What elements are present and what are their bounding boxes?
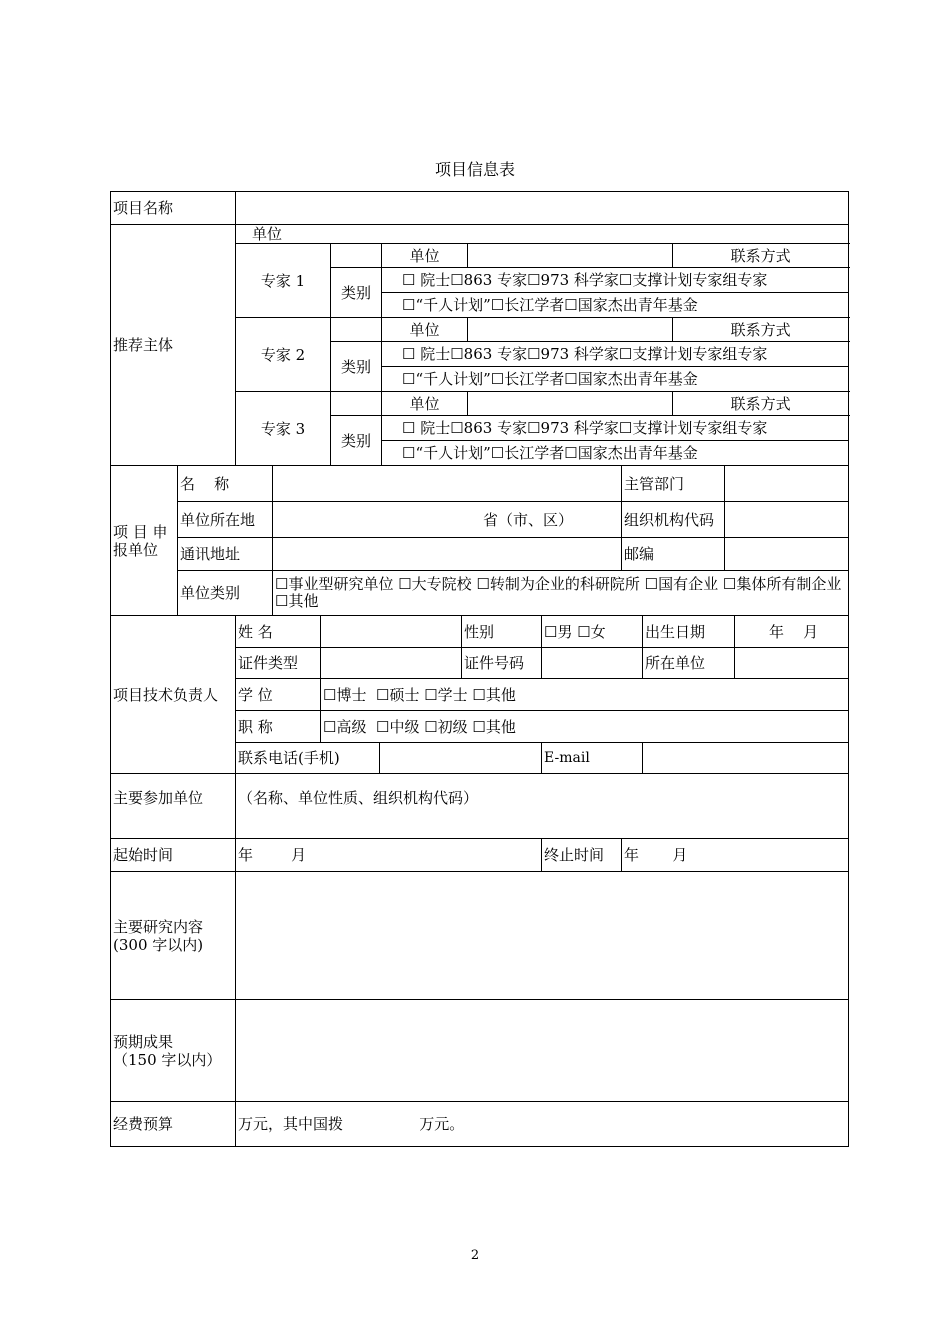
expert-2-label: 专家 2 [236,318,331,392]
phone-field[interactable] [380,743,542,774]
expert-1-category-line2[interactable]: ☐“千人计划”☐长江学者☐国家杰出青年基金 [382,293,849,318]
end-time-field[interactable]: 年 月 [622,839,849,872]
id-type-label: 证件类型 [236,648,321,679]
participants-field[interactable]: （名称、单位性质、组织机构代码） [236,774,849,839]
location-label: 单位所在地 [178,502,273,538]
leader-name-label: 姓 名 [236,616,321,648]
expert-2-unit-label: 单位 [382,318,468,342]
id-number-label: 证件号码 [462,648,542,679]
expert-3-unit-field[interactable] [468,392,673,416]
project-info-table [110,191,849,1147]
applicant-name-label: 名 称 [178,466,273,502]
start-time-label: 起始时间 [111,839,236,872]
expert-2-category-label: 类别 [331,342,382,392]
research-label-line1: 主要研究内容 [113,917,204,936]
leader-name-field[interactable] [321,616,462,648]
degree-options[interactable]: ☐博士 ☐硕士 ☐学士 ☐其他 [321,679,849,711]
address-label: 通讯地址 [178,538,273,571]
gender-options[interactable]: ☐男 ☐女 [542,616,643,648]
unit-category-options[interactable]: ☐事业型研究单位 ☐大专院校 ☐转制为企业的科研院所 ☐国有企业 ☐集体所有制企业☐其他 [273,571,849,616]
id-number-field[interactable] [542,648,643,679]
expert-3-category-line1[interactable]: ☐ 院士☐863 专家☐973 科学家☐支撑计划专家组专家 [382,416,849,441]
expert-1-category-label: 类别 [331,268,382,318]
expert-2-unit-field[interactable] [468,318,673,342]
applicant-name-field[interactable] [273,466,622,502]
expert-2-contact-label: 联系方式 [673,318,849,342]
page-number: 2 [470,1248,480,1263]
gender-label: 性别 [462,616,542,648]
authority-field[interactable] [725,466,849,502]
expert-3-category-line2[interactable]: ☐“千人计划”☐长江学者☐国家杰出青年基金 [382,441,849,466]
results-label [111,1000,236,1102]
research-label [111,872,236,1000]
degree-label: 学 位 [236,679,321,711]
project-name-field[interactable] [236,192,849,225]
title-options[interactable]: ☐高级 ☐中级 ☐初级 ☐其他 [321,711,849,743]
research-field[interactable] [236,872,849,1000]
expert-3-blank [331,392,382,416]
email-label: E-mail [542,743,643,774]
applicant-unit-label-line1: 项 目 申 [113,522,168,541]
authority-label: 主管部门 [622,466,725,502]
email-field[interactable] [643,743,849,774]
recommender-label: 推荐主体 [111,225,236,466]
birth-label: 出生日期 [643,616,735,648]
applicant-unit-label [111,466,178,616]
postcode-label: 邮编 [622,538,725,571]
work-unit-field[interactable] [735,648,849,679]
location-field[interactable]: 省（市、区） [273,502,622,538]
start-time-field[interactable]: 年 月 [236,839,542,872]
end-time-label: 终止时间 [542,839,622,872]
expert-2-category-line1[interactable]: ☐ 院士☐863 专家☐973 科学家☐支撑计划专家组专家 [382,342,849,367]
expert-1-contact-label: 联系方式 [673,244,849,268]
phone-label: 联系电话(手机) [236,743,380,774]
budget-field[interactable]: 万元，其中国拨 万元。 [236,1102,849,1147]
participants-label: 主要参加单位 [111,774,236,839]
expert-3-unit-label: 单位 [382,392,468,416]
org-code-field[interactable] [725,502,849,538]
applicant-unit-label-line2: 报单位 [113,540,159,559]
expert-3-category-label: 类别 [331,416,382,466]
tech-leader-label: 项目技术负责人 [111,616,236,774]
expert-1-unit-label: 单位 [382,244,468,268]
expert-2-blank [331,318,382,342]
expert-2-category-line2[interactable]: ☐“千人计划”☐长江学者☐国家杰出青年基金 [382,367,849,392]
expert-1-category-line1[interactable]: ☐ 院士☐863 专家☐973 科学家☐支撑计划专家组专家 [382,268,849,293]
postcode-field[interactable] [725,538,849,571]
research-label-line2: (300 字以内) [113,935,204,954]
expert-1-label: 专家 1 [236,244,331,318]
expert-3-label: 专家 3 [236,392,331,466]
page-title: 项目信息表 [434,160,515,179]
work-unit-label: 所在单位 [643,648,735,679]
id-type-field[interactable] [321,648,462,679]
results-label-line2: （150 字以内） [113,1050,222,1069]
birth-field[interactable]: 年 月 [735,616,849,648]
expert-1-unit-field[interactable] [468,244,673,268]
recommender-unit-label: 单位 [236,225,849,244]
org-code-label: 组织机构代码 [622,502,725,538]
address-field[interactable] [273,538,622,571]
expert-1-blank [331,244,382,268]
results-field[interactable] [236,1000,849,1102]
unit-category-label: 单位类别 [178,571,273,616]
project-name-label: 项目名称 [111,192,236,225]
results-label-line1: 预期成果 [113,1032,174,1051]
expert-3-contact-label: 联系方式 [673,392,849,416]
title-label: 职 称 [236,711,321,743]
budget-label: 经费预算 [111,1102,236,1147]
